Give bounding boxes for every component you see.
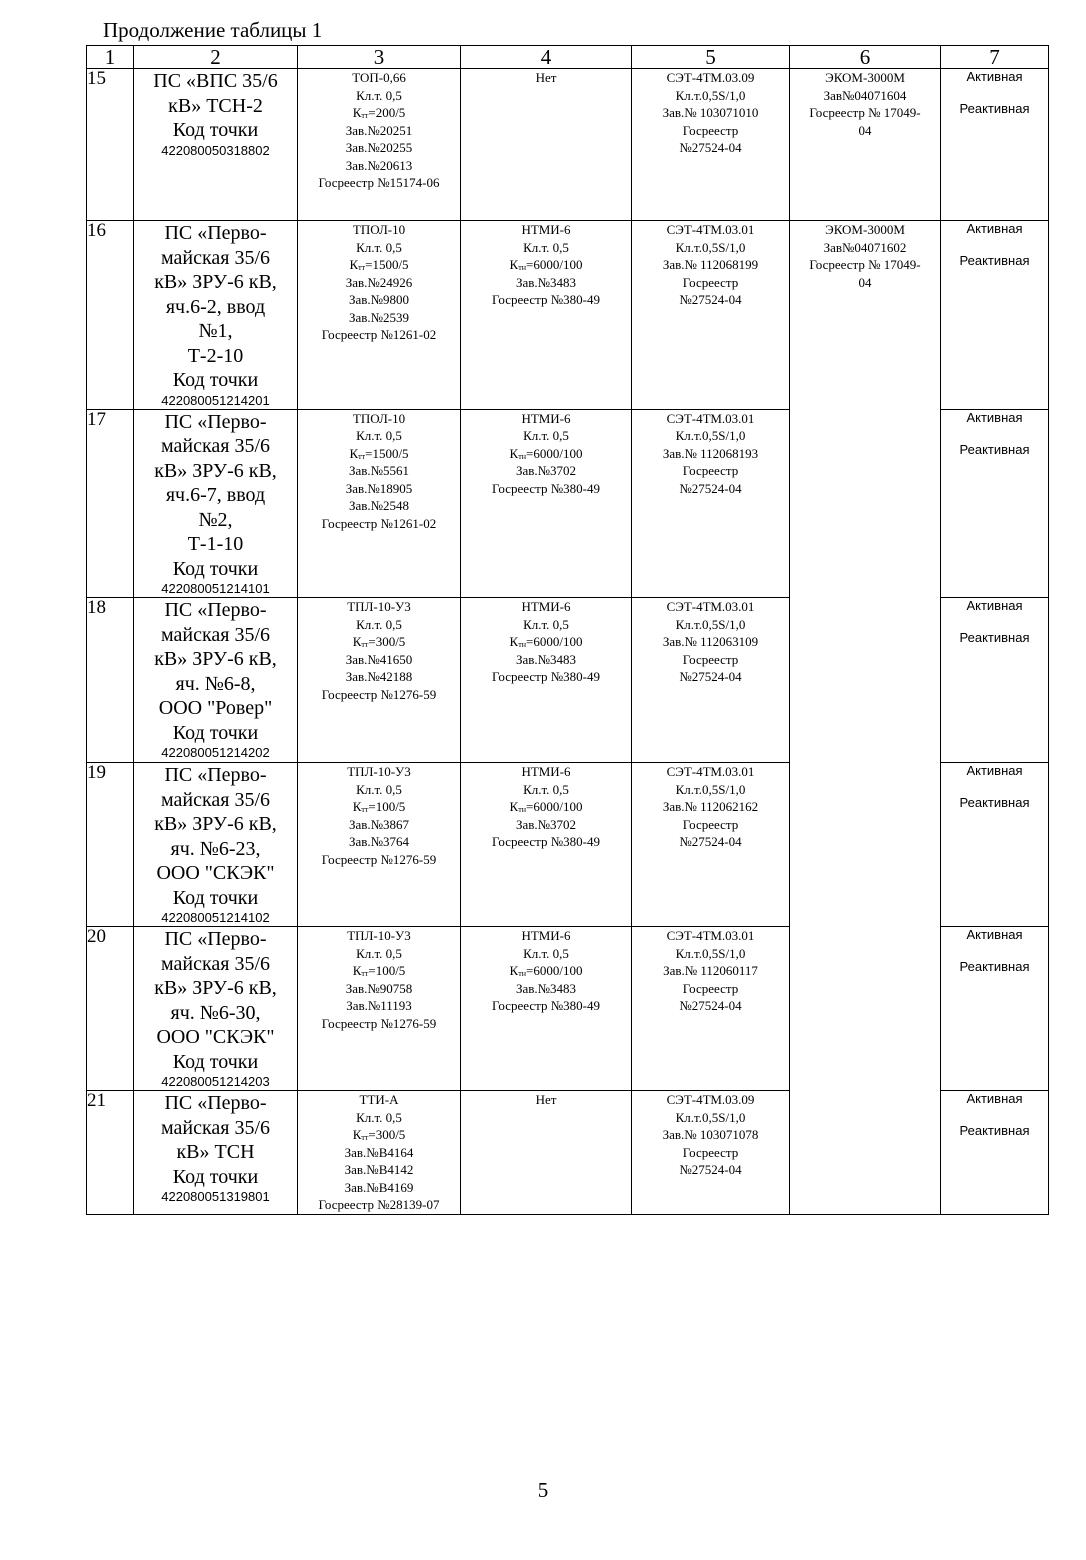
point-name: ПС «Перво- майская 35/6 кВ» ЗРУ-6 кВ, яч.6-2, ввод №1, Т-2-10 Код точки 422080051214201 [134, 221, 298, 410]
column-number: 4 [461, 46, 632, 69]
electricity-meter: СЭТ-4ТМ.03.09 Кл.т.0,5S/1,0 Зав.№ 103071010 Госреестр №27524-04 [632, 69, 790, 221]
point-code: 422080051214101 [161, 581, 270, 596]
electricity-meter: СЭТ-4ТМ.03.01 Кл.т.0,5S/1,0 Зав.№ 112063109 Госреестр №27524-04 [632, 598, 790, 763]
measurement-points-table [86, 45, 1049, 1215]
current-transformer: ТОП-0,66 Кл.т. 0,5 $К_{тт}=200/5$ Зав.№20251 Зав.№20255 Зав.№20613 Госреестр №15174-06 [298, 69, 461, 221]
current-transformer: ТПОЛ-10 Кл.т. 0,5 $К_{тт}=1500/5$ Зав.№5561 Зав.№18905 Зав.№2548 Госреестр №1261-02 [298, 409, 461, 598]
energy-type: Активная Реактивная [941, 221, 1049, 410]
energy-type: Активная Реактивная [941, 409, 1049, 598]
column-number-header-row [87, 46, 1049, 69]
voltage-transformer: НТМИ-6 Кл.т. 0,5 $К_{тн}=6000/100$ Зав.№3702 Госреестр №380-49 [461, 409, 632, 598]
point-code: 422080051214202 [161, 745, 270, 760]
point-code: 422080050318802 [161, 142, 270, 158]
voltage-transformer: НТМИ-6 Кл.т. 0,5 $К_{тн}=6000/100$ Зав.№3702 Госреестр №380-49 [461, 763, 632, 927]
table-row [87, 69, 1049, 221]
row-number: 20 [87, 927, 134, 1091]
electricity-meter: СЭТ-4ТМ.03.01 Кл.т.0,5S/1,0 Зав.№ 112068199 Госреестр №27524-04 [632, 221, 790, 410]
point-code: 422080051319801 [161, 1189, 270, 1204]
column-number: 3 [298, 46, 461, 69]
point-name: ПС «Перво- майская 35/6 кВ» ЗРУ-6 кВ, яч. №6-8, ООО "Ровер" Код точки 422080051214202 [134, 598, 298, 763]
current-transformer: ТПЛ-10-У3 Кл.т. 0,5 $К_{тт}=100/5$ Зав.№3867 Зав.№3764 Госреестр №1276-59 [298, 763, 461, 927]
electricity-meter: СЭТ-4ТМ.03.09 Кл.т.0,5S/1,0 Зав.№ 103071078 Госреестр №27524-04 [632, 1091, 790, 1215]
energy-type: Активная Реактивная [941, 927, 1049, 1091]
voltage-transformer: НТМИ-6 Кл.т. 0,5 $К_{тн}=6000/100$ Зав.№3483 Госреестр №380-49 [461, 927, 632, 1091]
point-code: 422080051214203 [161, 1074, 270, 1089]
row-number: 16 [87, 221, 134, 410]
current-transformer: ТПЛ-10-У3 Кл.т. 0,5 $К_{тт}=300/5$ Зав.№41650 Зав.№42188 Госреестр №1276-59 [298, 598, 461, 763]
point-name: ПС «Перво- майская 35/6 кВ» ЗРУ-6 кВ, яч. №6-30, ООО "СКЭК" Код точки 422080051214203 [134, 927, 298, 1091]
uspd-device: ЭКОМ-3000М Зав№04071604 Госреестр № 17049- 04 [790, 69, 941, 221]
uspd-device-shared: ЭКОМ-3000М Зав№04071602 Госреестр № 17049- 04 [790, 221, 941, 1215]
point-name: ПС «ВПС 35/6 кВ» ТСН-2 Код точки 422080050318802 [134, 69, 298, 221]
voltage-transformer: НТМИ-6 Кл.т. 0,5 $К_{тн}=6000/100$ Зав.№3483 Госреестр №380-49 [461, 221, 632, 410]
column-number: 2 [134, 46, 298, 69]
energy-type: Активная Реактивная [941, 1091, 1049, 1215]
voltage-transformer: Нет [461, 69, 632, 221]
energy-type: Активная Реактивная [941, 69, 1049, 221]
column-number: 1 [87, 46, 134, 69]
column-number: 6 [790, 46, 941, 69]
point-code: 422080051214201 [161, 392, 270, 408]
current-transformer: ТПОЛ-10 Кл.т. 0,5 $К_{тт}=1500/5$ Зав.№24926 Зав.№9800 Зав.№2539 Госреестр №1261-02 [298, 221, 461, 410]
point-name: ПС «Перво- майская 35/6 кВ» ЗРУ-6 кВ, яч. №6-23, ООО "СКЭК" Код точки 422080051214102 [134, 763, 298, 927]
page-number: 5 [537, 1478, 549, 1502]
electricity-meter: СЭТ-4ТМ.03.01 Кл.т.0,5S/1,0 Зав.№ 112068193 Госреестр №27524-04 [632, 409, 790, 598]
column-number: 5 [632, 46, 790, 69]
table-row [87, 221, 1049, 410]
row-number: 17 [87, 409, 134, 598]
current-transformer: ТТИ-А Кл.т. 0,5 $К_{тт}=300/5$ Зав.№В4164 Зав.№В4142 Зав.№В4169 Госреестр №28139-07 [298, 1091, 461, 1215]
column-number: 7 [941, 46, 1049, 69]
electricity-meter: СЭТ-4ТМ.03.01 Кл.т.0,5S/1,0 Зав.№ 112060117 Госреестр №27524-04 [632, 927, 790, 1091]
row-number: 18 [87, 598, 134, 763]
energy-type: Активная Реактивная [941, 763, 1049, 927]
point-code: 422080051214102 [161, 910, 270, 925]
row-number: 21 [87, 1091, 134, 1215]
electricity-meter: СЭТ-4ТМ.03.01 Кл.т.0,5S/1,0 Зав.№ 112062162 Госреестр №27524-04 [632, 763, 790, 927]
point-name: ПС «Перво- майская 35/6 кВ» ЗРУ-6 кВ, яч.6-7, ввод №2, Т-1-10 Код точки 422080051214101 [134, 409, 298, 598]
energy-type: Активная Реактивная [941, 598, 1049, 763]
table-caption: Продолжение таблицы 1 [103, 18, 323, 42]
current-transformer: ТПЛ-10-У3 Кл.т. 0,5 $К_{тт}=100/5$ Зав.№90758 Зав.№11193 Госреестр №1276-59 [298, 927, 461, 1091]
voltage-transformer: НТМИ-6 Кл.т. 0,5 $К_{тн}=6000/100$ Зав.№3483 Госреестр №380-49 [461, 598, 632, 763]
row-number: 15 [87, 69, 134, 221]
point-name: ПС «Перво- майская 35/6 кВ» ТСН Код точки 422080051319801 [134, 1091, 298, 1215]
voltage-transformer: Нет [461, 1091, 632, 1215]
row-number: 19 [87, 763, 134, 927]
